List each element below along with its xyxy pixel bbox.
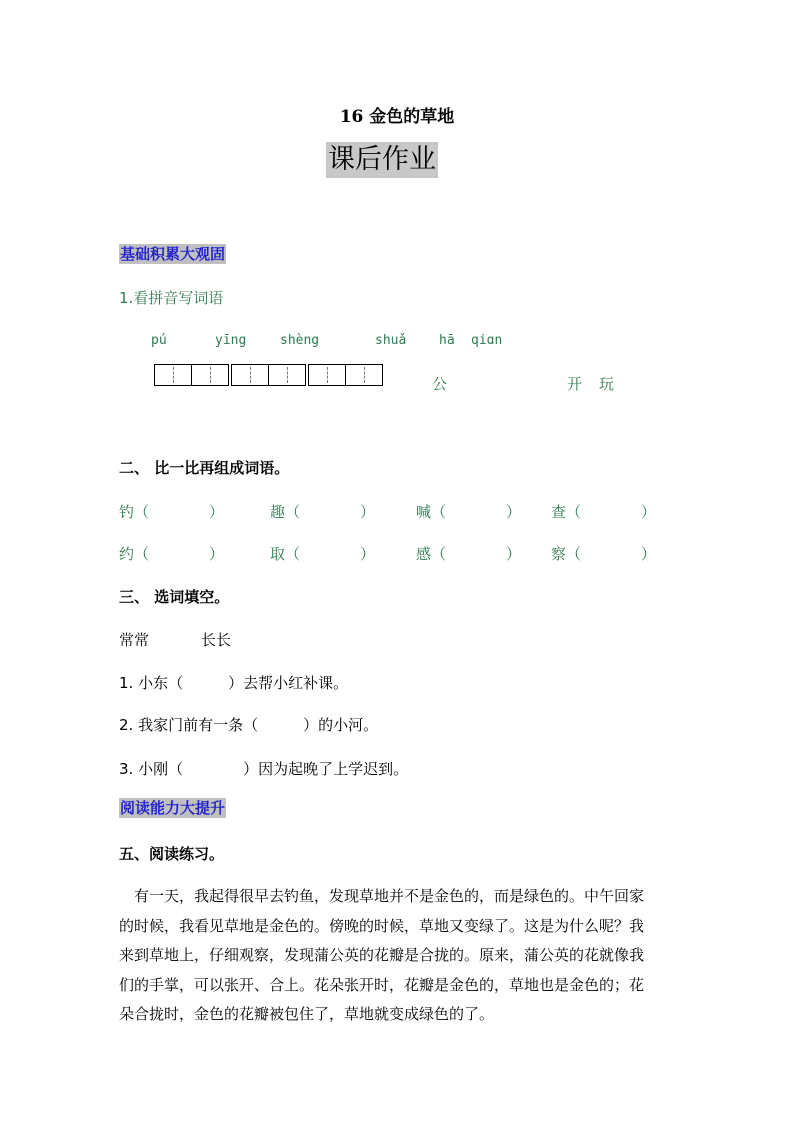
passage-line-1: 有一天，我起得很早去钓鱼，发现草地并不是金色的，而是绿色的。中午回家 [119, 887, 645, 905]
page-subtitle: 课后作业 [326, 142, 438, 178]
fill-item-3: 3. 小刚（ ）因为起晚了上学迟到。 [119, 760, 409, 778]
pinyin-4: shuǎ [375, 333, 407, 348]
word-choice-1: 常常 [119, 631, 150, 649]
writing-boxes [154, 364, 385, 386]
writing-box[interactable] [308, 364, 345, 386]
compare-row1-item3: 喊（ ） [416, 503, 522, 521]
writing-box[interactable] [268, 364, 306, 386]
compare-row2-item2: 取（ ） [270, 545, 376, 563]
passage-line-3: 来到草地上，仔细观察，发现蒲公英的花瓣是合拢的。原来，蒲公英的花就像我 [119, 946, 645, 964]
question-1-title: 1.看拼音写词语 [119, 289, 224, 307]
passage-line-5: 朵合拢时，金色的花瓣被包住了，草地就变成绿色的了。 [119, 1005, 495, 1023]
section-2-heading: 二、 比一比再组成词语。 [119, 459, 290, 477]
writing-box[interactable] [345, 364, 383, 386]
section-5-heading: 五、阅读练习。 [119, 845, 225, 863]
compare-row2-item1: 约（ ） [119, 545, 225, 563]
fill-item-2: 2. 我家门前有一条（ ）的小河。 [119, 716, 379, 734]
compare-row2-item3: 感（ ） [416, 545, 522, 563]
passage-line-4: 们的手掌，可以张开、合上。花朵张开时，花瓣是金色的，草地也是金色的；花 [119, 975, 645, 994]
pinyin-1: pú [151, 333, 167, 348]
writing-box[interactable] [231, 364, 268, 386]
fill-item-1: 1. 小东（ ）去帮小红补课。 [119, 674, 349, 692]
section-tag-reading: 阅读能力大提升 [120, 799, 226, 817]
pinyin-3: shèng [280, 333, 320, 348]
writing-box[interactable] [154, 364, 191, 386]
writing-box[interactable] [191, 364, 229, 386]
pinyin-6: qiɑn [471, 333, 503, 348]
reading-passage [119, 882, 679, 1030]
pinyin-2: yīng [215, 333, 247, 348]
word-char-kai: 开 [567, 375, 583, 393]
pinyin-5: hā [439, 333, 455, 348]
section-3-heading: 三、 选词填空。 [119, 588, 230, 606]
compare-row1-item1: 钓（ ） [119, 503, 225, 521]
passage-line-2: 的时候，我看见草地是金色的。傍晚的时候，草地又变绿了。这是为什么呢？我 [119, 916, 645, 935]
compare-row1-item4: 查（ ） [551, 503, 657, 521]
word-choice-2: 长长 [201, 631, 232, 649]
compare-row1-item2: 趣（ ） [270, 503, 376, 521]
word-char-gong: 公 [432, 375, 448, 393]
page-title: 16 金色的草地 [339, 107, 455, 127]
word-char-wan: 玩 [599, 375, 615, 393]
compare-row2-item4: 察（ ） [551, 545, 657, 563]
section-tag-basics: 基础积累大观固 [120, 245, 226, 263]
